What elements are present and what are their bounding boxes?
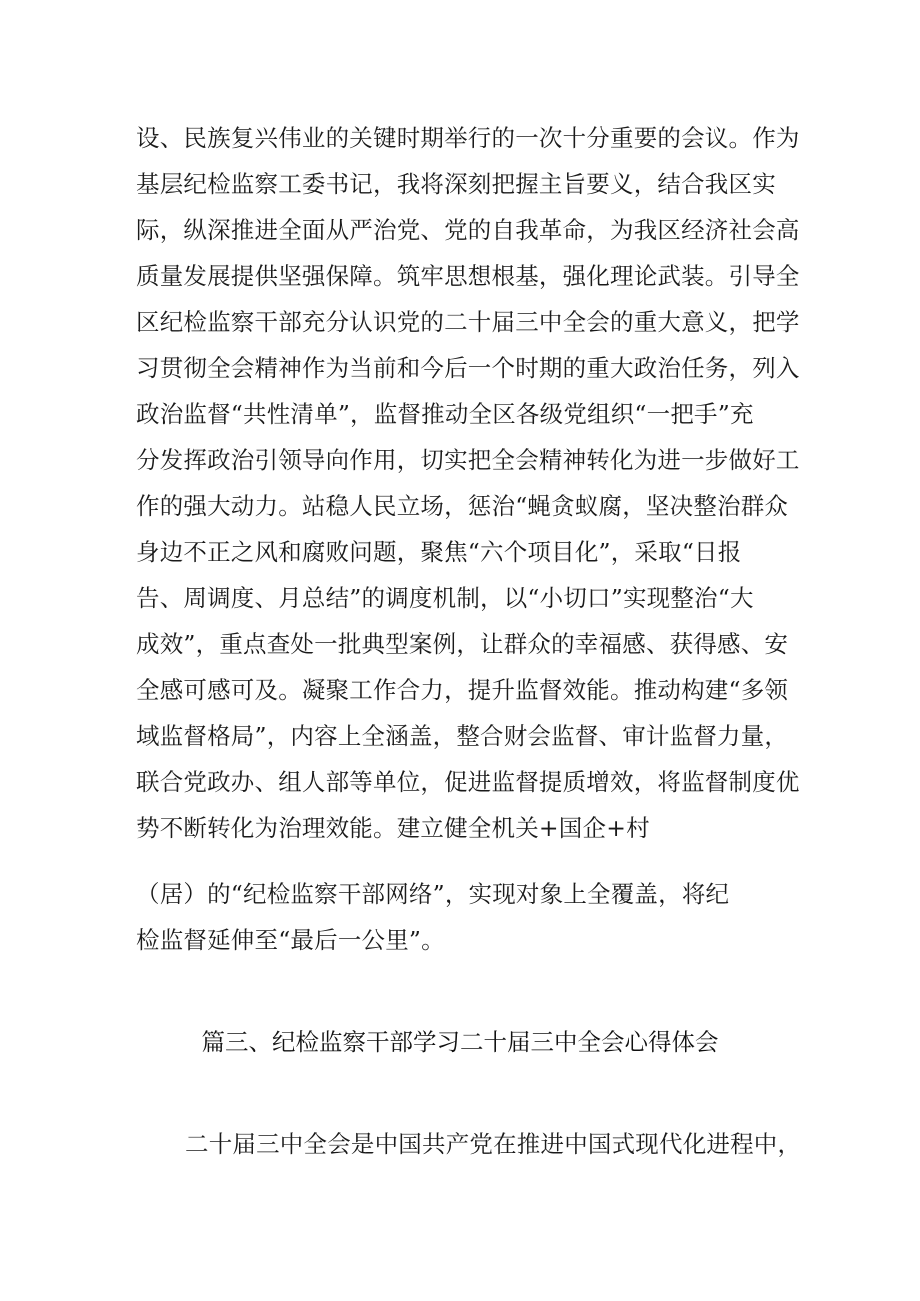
paragraph-line: 区纪检监察干部充分认识党的二十届三中全会的重大意义，把学 — [136, 308, 800, 336]
paragraph-line: 告、周调度、月总结”的调度机制，以“小切口”实现整治“大 — [136, 584, 754, 612]
paragraph-line: 全感可感可及。凝聚工作合力，提升监督效能。推动构建“多领 — [136, 676, 789, 704]
paragraph-line: 习贯彻全会精神作为当前和今后一个时期的重大政治任务，列入 — [136, 354, 800, 382]
paragraph-line: 势不断转化为治理效能。建立健全机关+国企+村 — [136, 814, 650, 842]
paragraph-line: 际，纵深推进全面从严治党、党的自我革命，为我区经济社会高 — [136, 216, 800, 244]
paragraph-line: 分发挥政治引领导向作用，切实把全会精神转化为进一步做好工 — [136, 446, 800, 474]
paragraph-line: 设、民族复兴伟业的关键时期举行的一次十分重要的会议。作为 — [136, 124, 800, 152]
paragraph-line: （居）的“纪检监察干部网络”，实现对象上全覆盖，将纪 — [136, 880, 730, 908]
paragraph-line: 政治监督“共性清单”，监督推动全区各级党组织“一把手”充 — [136, 400, 754, 428]
section-heading: 篇三、纪检监察干部学习二十届三中全会心得体会 — [201, 1028, 719, 1056]
paragraph-line: 域监督格局”，内容上全涵盖，整合财会监督、审计监督力量， — [136, 722, 789, 750]
paragraph-line: 基层纪检监察工委书记，我将深刻把握主旨要义，结合我区实 — [136, 170, 776, 198]
paragraph-line: 联合党政办、组人部等单位，促进监督提质增效，将监督制度优 — [136, 768, 800, 796]
paragraph-line: 身边不正之风和腐败问题，聚焦“六个项目化”，采取“日报 — [136, 538, 742, 566]
paragraph-line: 作的强大动力。站稳人民立场，惩治“蝇贪蚁腐，坚决整治群众 — [136, 492, 789, 520]
paragraph-line: 二十届三中全会是中国共产党在推进中国式现代化进程中， — [185, 1130, 802, 1158]
paragraph-line: 成效”，重点查处一批典型案例，让群众的幸福感、获得感、安 — [136, 630, 789, 658]
paragraph-line: 质量发展提供坚强保障。筑牢思想根基，强化理论武装。引导全 — [136, 262, 800, 290]
paragraph-line: 检监督延伸至“最后一公里”。 — [136, 926, 445, 954]
